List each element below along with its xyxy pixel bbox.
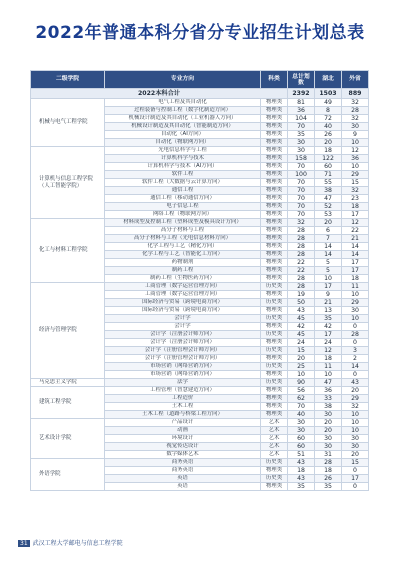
other-province-cell: 30 bbox=[342, 307, 369, 315]
hubei-cell: 20 bbox=[315, 419, 342, 427]
category-cell: 物理类 bbox=[261, 219, 288, 227]
category-cell: 物理类 bbox=[261, 155, 288, 163]
major-cell: 工程管理（智慧建造方向） bbox=[105, 387, 261, 395]
page-title: 2022年普通本科分省分专业招生计划总表 bbox=[35, 23, 365, 43]
category-cell: 物理类 bbox=[261, 179, 288, 187]
major-cell: 制药工程（生物医药方向） bbox=[105, 275, 261, 283]
plan-total-cell: 35 bbox=[288, 131, 315, 139]
other-province-cell: 11 bbox=[342, 283, 369, 291]
total-other: 889 bbox=[342, 89, 369, 99]
category-cell: 物理类 bbox=[261, 355, 288, 363]
other-province-cell: 18 bbox=[342, 275, 369, 283]
major-cell: 计算机科学与技术（AI方向） bbox=[105, 163, 261, 171]
table-row bbox=[31, 283, 369, 291]
hubei-cell: 38 bbox=[315, 187, 342, 195]
plan-total-cell: 43 bbox=[288, 307, 315, 315]
plan-total-cell: 51 bbox=[288, 451, 315, 459]
table-row bbox=[31, 99, 369, 107]
plan-total-cell: 24 bbox=[288, 339, 315, 347]
other-province-cell: 20 bbox=[342, 451, 369, 459]
major-cell: 会计学（注册管理会计师方向） bbox=[105, 347, 261, 355]
hubei-cell: 42 bbox=[315, 323, 342, 331]
hubei-cell: 47 bbox=[315, 195, 342, 203]
hubei-cell: 18 bbox=[315, 355, 342, 363]
plan-total-cell: 18 bbox=[288, 467, 315, 475]
plan-total-cell: 22 bbox=[288, 259, 315, 267]
school-name: 武汉工程大学邮电与信息工程学院 bbox=[32, 540, 123, 547]
category-cell: 物理类 bbox=[261, 403, 288, 411]
plan-total-cell: 30 bbox=[288, 139, 315, 147]
hubei-cell: 8 bbox=[315, 107, 342, 115]
plan-total-cell: 70 bbox=[288, 123, 315, 131]
hubei-cell: 30 bbox=[315, 443, 342, 451]
header-category: 科类 bbox=[261, 71, 288, 89]
major-cell: 会计学 bbox=[105, 315, 261, 323]
hubei-cell: 5 bbox=[315, 267, 342, 275]
hubei-cell: 30 bbox=[315, 435, 342, 443]
hubei-cell: 9 bbox=[315, 291, 342, 299]
plan-total-cell: 60 bbox=[288, 435, 315, 443]
plan-total-cell: 62 bbox=[288, 395, 315, 403]
hubei-cell: 28 bbox=[315, 459, 342, 467]
hubei-cell: 52 bbox=[315, 203, 342, 211]
category-cell: 艺术 bbox=[261, 443, 288, 451]
hubei-cell: 60 bbox=[315, 163, 342, 171]
other-province-cell: 22 bbox=[342, 227, 369, 235]
hubei-cell: 53 bbox=[315, 211, 342, 219]
major-cell: 计算机科学与技术 bbox=[105, 155, 261, 163]
category-cell: 历史类 bbox=[261, 283, 288, 291]
major-cell: 环境设计 bbox=[105, 435, 261, 443]
other-province-cell: 0 bbox=[342, 371, 369, 379]
plan-total-cell: 25 bbox=[288, 363, 315, 371]
hubei-cell: 18 bbox=[315, 147, 342, 155]
other-province-cell: 28 bbox=[342, 331, 369, 339]
hubei-cell: 10 bbox=[315, 275, 342, 283]
major-cell: 光电信息科学与工程 bbox=[105, 147, 261, 155]
other-province-cell: 17 bbox=[342, 267, 369, 275]
category-cell: 物理类 bbox=[261, 123, 288, 131]
category-cell: 历史类 bbox=[261, 315, 288, 323]
college-name: 外语学院 bbox=[31, 459, 105, 491]
category-cell: 物理类 bbox=[261, 243, 288, 251]
hubei-cell: 21 bbox=[315, 299, 342, 307]
major-cell: 产品设计 bbox=[105, 419, 261, 427]
plan-total-cell: 70 bbox=[288, 187, 315, 195]
major-cell: 商务英语 bbox=[105, 467, 261, 475]
header-college: 二级学院 bbox=[31, 71, 105, 89]
hubei-cell: 72 bbox=[315, 115, 342, 123]
other-province-cell: 32 bbox=[342, 403, 369, 411]
plan-total-cell: 70 bbox=[288, 203, 315, 211]
plan-total-cell: 70 bbox=[288, 195, 315, 203]
plan-total-cell: 70 bbox=[288, 179, 315, 187]
category-cell: 艺术 bbox=[261, 435, 288, 443]
other-province-cell: 20 bbox=[342, 387, 369, 395]
plan-total-cell: 60 bbox=[288, 443, 315, 451]
major-cell: 法学 bbox=[105, 379, 261, 387]
category-cell: 艺术 bbox=[261, 419, 288, 427]
category-cell: 艺术 bbox=[261, 451, 288, 459]
other-province-cell: 30 bbox=[342, 443, 369, 451]
major-cell: 土木工程 bbox=[105, 403, 261, 411]
plan-total-cell: 158 bbox=[288, 155, 315, 163]
other-province-cell: 32 bbox=[342, 99, 369, 107]
major-cell: 英语 bbox=[105, 483, 261, 491]
category-cell: 物理类 bbox=[261, 467, 288, 475]
hubei-cell: 11 bbox=[315, 363, 342, 371]
major-cell: 软件工程（大数据与云计算方向） bbox=[105, 179, 261, 187]
other-province-cell: 14 bbox=[342, 243, 369, 251]
plan-total-cell: 28 bbox=[288, 283, 315, 291]
plan-total-cell: 30 bbox=[288, 419, 315, 427]
major-cell: 材料成型及控制工程（塑料成型及模具设计方向） bbox=[105, 219, 261, 227]
total-hubei: 1503 bbox=[315, 89, 342, 99]
category-cell: 物理类 bbox=[261, 371, 288, 379]
other-province-cell: 10 bbox=[342, 427, 369, 435]
hubei-cell: 31 bbox=[315, 451, 342, 459]
category-cell: 物理类 bbox=[261, 291, 288, 299]
category-cell: 物理类 bbox=[261, 339, 288, 347]
plan-total-cell: 22 bbox=[288, 267, 315, 275]
category-cell: 历史类 bbox=[261, 379, 288, 387]
college-name: 计算机与信息工程学院（人工智能学院） bbox=[31, 147, 105, 219]
major-cell: 通信工程 bbox=[105, 187, 261, 195]
other-province-cell: 30 bbox=[342, 123, 369, 131]
category-cell: 历史类 bbox=[261, 475, 288, 483]
hubei-cell: 20 bbox=[315, 427, 342, 435]
major-cell: 英语 bbox=[105, 475, 261, 483]
plan-total-cell: 32 bbox=[288, 219, 315, 227]
other-province-cell: 21 bbox=[342, 235, 369, 243]
category-cell: 物理类 bbox=[261, 227, 288, 235]
table-row bbox=[31, 147, 369, 155]
other-province-cell: 32 bbox=[342, 115, 369, 123]
hubei-cell: 26 bbox=[315, 475, 342, 483]
plan-total-cell: 43 bbox=[288, 475, 315, 483]
table-row bbox=[31, 387, 369, 395]
hubei-cell: 30 bbox=[315, 411, 342, 419]
hubei-cell: 14 bbox=[315, 251, 342, 259]
plan-total-cell: 42 bbox=[288, 323, 315, 331]
college-name: 机械与电气工程学院 bbox=[31, 99, 105, 147]
hubei-cell: 20 bbox=[315, 219, 342, 227]
other-province-cell: 32 bbox=[342, 187, 369, 195]
plan-total-cell: 104 bbox=[288, 115, 315, 123]
category-cell: 物理类 bbox=[261, 307, 288, 315]
header-total: 总计划数 bbox=[288, 71, 315, 89]
table-row bbox=[31, 379, 369, 387]
hubei-cell: 38 bbox=[315, 403, 342, 411]
hubei-cell: 36 bbox=[315, 387, 342, 395]
other-province-cell: 10 bbox=[342, 315, 369, 323]
plan-total-cell: 70 bbox=[288, 211, 315, 219]
hubei-cell: 12 bbox=[315, 347, 342, 355]
category-cell: 物理类 bbox=[261, 323, 288, 331]
major-cell: 高分子材料与工程 bbox=[105, 227, 261, 235]
major-cell: 视觉传达设计 bbox=[105, 443, 261, 451]
category-cell: 历史类 bbox=[261, 299, 288, 307]
hubei-cell: 26 bbox=[315, 131, 342, 139]
college-name: 艺术设计学院 bbox=[31, 419, 105, 459]
category-cell: 物理类 bbox=[261, 195, 288, 203]
category-cell: 物理类 bbox=[261, 171, 288, 179]
plan-total-cell: 56 bbox=[288, 387, 315, 395]
other-province-cell: 23 bbox=[342, 195, 369, 203]
hubei-cell: 17 bbox=[315, 331, 342, 339]
major-cell: 会计学（注册会计师方向） bbox=[105, 331, 261, 339]
category-cell: 物理类 bbox=[261, 139, 288, 147]
major-cell: 市场营销（网络营销方向） bbox=[105, 363, 261, 371]
other-province-cell: 3 bbox=[342, 347, 369, 355]
plan-total-cell: 40 bbox=[288, 411, 315, 419]
plan-total-cell: 45 bbox=[288, 331, 315, 339]
other-province-cell: 2 bbox=[342, 355, 369, 363]
header-other: 外省 bbox=[342, 71, 369, 89]
plan-total-cell: 90 bbox=[288, 379, 315, 387]
major-cell: 会计学（注册管理会计师方向） bbox=[105, 355, 261, 363]
major-cell: 会计学（注册会计师方向） bbox=[105, 339, 261, 347]
plan-total-cell: 20 bbox=[288, 355, 315, 363]
major-cell: 工商管理（数字运营管理方向） bbox=[105, 291, 261, 299]
plan-total-cell: 28 bbox=[288, 275, 315, 283]
major-cell: 电气工程及其自动化 bbox=[105, 99, 261, 107]
major-cell: 数字媒体艺术 bbox=[105, 451, 261, 459]
other-province-cell: 12 bbox=[342, 219, 369, 227]
other-province-cell: 43 bbox=[342, 379, 369, 387]
other-province-cell: 10 bbox=[342, 419, 369, 427]
other-province-cell: 10 bbox=[342, 411, 369, 419]
category-cell: 物理类 bbox=[261, 387, 288, 395]
hubei-cell: 71 bbox=[315, 171, 342, 179]
plan-total-cell: 28 bbox=[288, 227, 315, 235]
other-province-cell: 0 bbox=[342, 323, 369, 331]
table-row bbox=[31, 419, 369, 427]
major-cell: 软件工程 bbox=[105, 171, 261, 179]
category-cell: 物理类 bbox=[261, 203, 288, 211]
plan-total-cell: 43 bbox=[288, 459, 315, 467]
other-province-cell: 0 bbox=[342, 483, 369, 491]
major-cell: 自动化（物联网方向） bbox=[105, 139, 261, 147]
hubei-cell: 122 bbox=[315, 155, 342, 163]
major-cell: 化学工程与工艺（智能化工方向） bbox=[105, 251, 261, 259]
category-cell: 物理类 bbox=[261, 131, 288, 139]
college-name: 建筑工程学院 bbox=[31, 387, 105, 419]
major-cell: 国际经济与贸易（跨境电商方向） bbox=[105, 307, 261, 315]
plan-total-cell: 15 bbox=[288, 347, 315, 355]
other-province-cell: 30 bbox=[342, 435, 369, 443]
plan-total-cell: 50 bbox=[288, 299, 315, 307]
hubei-cell: 55 bbox=[315, 179, 342, 187]
category-cell: 历史类 bbox=[261, 363, 288, 371]
total-row bbox=[31, 89, 369, 99]
total-label: 2022本科合计 bbox=[31, 89, 288, 99]
category-cell: 物理类 bbox=[261, 187, 288, 195]
other-province-cell: 15 bbox=[342, 179, 369, 187]
other-province-cell: 0 bbox=[342, 339, 369, 347]
category-cell: 物理类 bbox=[261, 147, 288, 155]
category-cell: 物理类 bbox=[261, 267, 288, 275]
hubei-cell: 47 bbox=[315, 379, 342, 387]
table-header-row bbox=[31, 71, 369, 89]
major-cell: 过程装备与控制工程（数字化制造方向） bbox=[105, 107, 261, 115]
hubei-cell: 18 bbox=[315, 467, 342, 475]
hubei-cell: 49 bbox=[315, 99, 342, 107]
page-footer bbox=[18, 538, 123, 547]
other-province-cell: 10 bbox=[342, 163, 369, 171]
plan-total-cell: 19 bbox=[288, 291, 315, 299]
category-cell: 历史类 bbox=[261, 459, 288, 467]
category-cell: 物理类 bbox=[261, 107, 288, 115]
major-cell: 市场营销（网络营销方向） bbox=[105, 371, 261, 379]
category-cell: 物理类 bbox=[261, 483, 288, 491]
major-cell: 工商管理（数字运营管理方向） bbox=[105, 283, 261, 291]
table-row bbox=[31, 219, 369, 227]
category-cell: 艺术 bbox=[261, 427, 288, 435]
other-province-cell: 17 bbox=[342, 259, 369, 267]
category-cell: 物理类 bbox=[261, 259, 288, 267]
plan-total-cell: 81 bbox=[288, 99, 315, 107]
other-province-cell: 10 bbox=[342, 139, 369, 147]
category-cell: 物理类 bbox=[261, 395, 288, 403]
other-province-cell: 36 bbox=[342, 155, 369, 163]
other-province-cell: 29 bbox=[342, 395, 369, 403]
major-cell: 高分子材料与工程（光电信息材料方向） bbox=[105, 235, 261, 243]
other-province-cell: 9 bbox=[342, 131, 369, 139]
major-cell: 电子信息工程 bbox=[105, 203, 261, 211]
total-plan: 2392 bbox=[288, 89, 315, 99]
hubei-cell: 17 bbox=[315, 283, 342, 291]
category-cell: 物理类 bbox=[261, 275, 288, 283]
major-cell: 网络工程（物联网方向） bbox=[105, 211, 261, 219]
hubei-cell: 35 bbox=[315, 483, 342, 491]
hubei-cell: 35 bbox=[315, 315, 342, 323]
category-cell: 物理类 bbox=[261, 115, 288, 123]
hubei-cell: 13 bbox=[315, 307, 342, 315]
major-cell: 土木工程（道路与桥梁工程方向） bbox=[105, 411, 261, 419]
hubei-cell: 14 bbox=[315, 243, 342, 251]
plan-total-cell: 30 bbox=[288, 147, 315, 155]
category-cell: 物理类 bbox=[261, 251, 288, 259]
other-province-cell: 14 bbox=[342, 363, 369, 371]
other-province-cell: 10 bbox=[342, 291, 369, 299]
other-province-cell: 0 bbox=[342, 467, 369, 475]
category-cell: 物理类 bbox=[261, 411, 288, 419]
other-province-cell: 15 bbox=[342, 459, 369, 467]
major-cell: 会计学 bbox=[105, 323, 261, 331]
hubei-cell: 6 bbox=[315, 227, 342, 235]
plan-total-cell: 100 bbox=[288, 171, 315, 179]
major-cell: 商务英语 bbox=[105, 459, 261, 467]
other-province-cell: 14 bbox=[342, 251, 369, 259]
other-province-cell: 29 bbox=[342, 299, 369, 307]
major-cell: 动画 bbox=[105, 427, 261, 435]
college-name: 经济与管理学院 bbox=[31, 283, 105, 379]
plan-total-cell: 28 bbox=[288, 243, 315, 251]
college-name: 马克思主义学院 bbox=[31, 379, 105, 387]
major-cell: 药物制剂 bbox=[105, 259, 261, 267]
college-name: 化工与材料工程学院 bbox=[31, 219, 105, 283]
category-cell: 物理类 bbox=[261, 163, 288, 171]
category-cell: 历史类 bbox=[261, 347, 288, 355]
major-cell: 制药工程 bbox=[105, 267, 261, 275]
other-province-cell: 29 bbox=[342, 171, 369, 179]
hubei-cell: 10 bbox=[315, 371, 342, 379]
plan-total-cell: 30 bbox=[288, 427, 315, 435]
table-row bbox=[31, 459, 369, 467]
other-province-cell: 28 bbox=[342, 107, 369, 115]
major-cell: 自动化（AI方向） bbox=[105, 131, 261, 139]
hubei-cell: 7 bbox=[315, 235, 342, 243]
enrollment-plan-table bbox=[30, 70, 369, 491]
category-cell: 物理类 bbox=[261, 99, 288, 107]
hubei-cell: 5 bbox=[315, 259, 342, 267]
header-hubei: 湖北 bbox=[315, 71, 342, 89]
plan-total-cell: 35 bbox=[288, 483, 315, 491]
hubei-cell: 40 bbox=[315, 123, 342, 131]
category-cell: 历史类 bbox=[261, 331, 288, 339]
other-province-cell: 18 bbox=[342, 203, 369, 211]
plan-total-cell: 28 bbox=[288, 235, 315, 243]
plan-total-cell: 10 bbox=[288, 371, 315, 379]
major-cell: 化学工程与工艺（精化方向） bbox=[105, 243, 261, 251]
category-cell: 物理类 bbox=[261, 235, 288, 243]
hubei-cell: 20 bbox=[315, 139, 342, 147]
plan-total-cell: 36 bbox=[288, 107, 315, 115]
plan-total-cell: 28 bbox=[288, 251, 315, 259]
other-province-cell: 17 bbox=[342, 211, 369, 219]
major-cell: 通信工程（移动通信方向） bbox=[105, 195, 261, 203]
category-cell: 物理类 bbox=[261, 211, 288, 219]
major-cell: 国际经济与贸易（跨境电商方向） bbox=[105, 299, 261, 307]
header-major: 专业方向 bbox=[105, 71, 261, 89]
plan-total-cell: 45 bbox=[288, 315, 315, 323]
plan-total-cell: 70 bbox=[288, 163, 315, 171]
table-body bbox=[31, 89, 369, 491]
plan-total-cell: 70 bbox=[288, 403, 315, 411]
major-cell: 工程造价 bbox=[105, 395, 261, 403]
hubei-cell: 24 bbox=[315, 339, 342, 347]
page-number: 31 bbox=[20, 540, 28, 547]
other-province-cell: 12 bbox=[342, 147, 369, 155]
other-province-cell: 17 bbox=[342, 475, 369, 483]
major-cell: 机械设计制造及其自动化（智能制造方向） bbox=[105, 123, 261, 131]
hubei-cell: 33 bbox=[315, 395, 342, 403]
major-cell: 机械设计制造及其自动化（工业机器人方向） bbox=[105, 115, 261, 123]
